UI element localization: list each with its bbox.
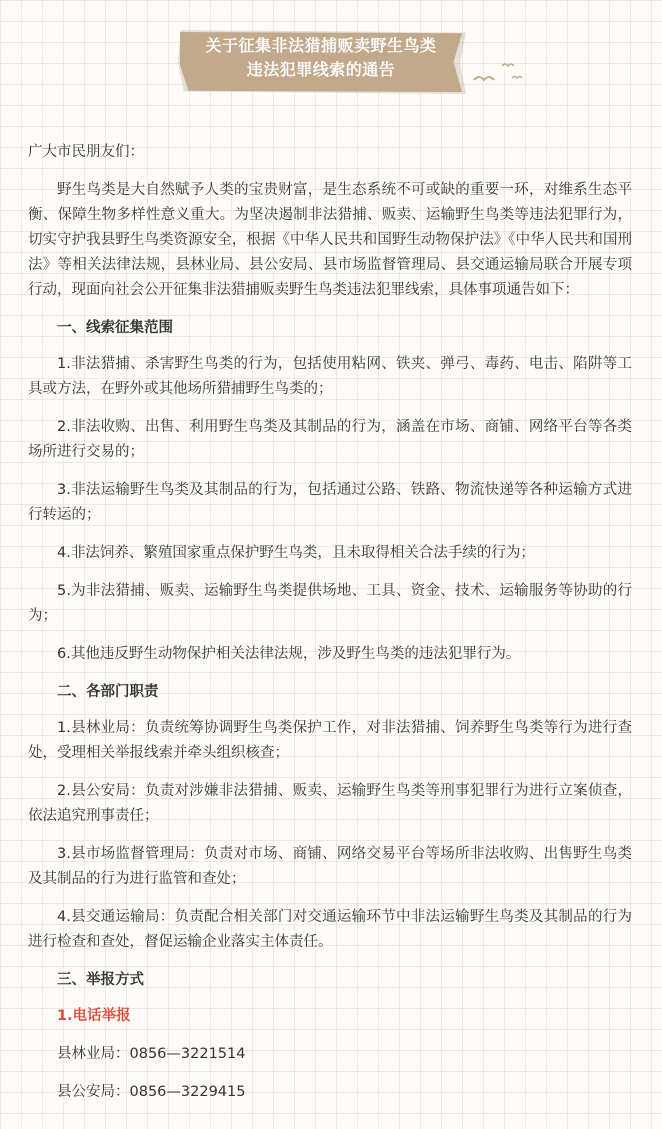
banner-title-line2: 违法犯罪线索的通告 — [246, 60, 396, 79]
banner-title-line1: 关于征集非法猎捕贩卖野生鸟类 — [205, 36, 437, 55]
duty-item-transport: 4.县交通运输局：负责配合相关部门对交通运输环节中非法运输野生鸟类及其制品的行为进行检查和查处，督促运输企业落实主体责任。 — [28, 909, 632, 950]
intro-paragraph: 野生鸟类是大自然赋予人类的宝贵财富，是生态系统不可或缺的重要一环，对维系生态平衡、保障生物多样性意义重大。为坚决遏制非法猎捕、贩卖、运输野生鸟类等违法犯罪行为，切实守护我县野生鸟类资源安全，根据《中华人民共和国野生动物保护法》《中华人民共和国刑法》等相关法律法规，县林业局、县公安局、县市场监督管理局、县交通运输局联合开展专项行动，现面向社会公开征集非法猎捕贩卖野生鸟类违法犯罪线索，具体事项通告如下： — [28, 182, 632, 298]
duty-item-market: 3.县市场监督管理局：负责对市场、商铺、网络交易平台等场所非法收购、出售野生鸟类及其制品的行为进行监管和查处； — [28, 846, 632, 887]
scope-item-2: 2.非法收购、出售、利用野生鸟类及其制品的行为，涵盖在市场、商铺、网络平台等各类场所进行交易的； — [28, 419, 632, 460]
scope-item-4: 4.非法饲养、繁殖国家重点保护野生鸟类，且未取得相关合法手续的行为； — [57, 545, 535, 561]
birds-icon — [462, 58, 532, 98]
phone-report-title: 1.电话举报 — [57, 1008, 131, 1024]
duty-item-police: 2.县公安局：负责对涉嫌非法猎捕、贩卖、运输野生鸟类等刑事犯罪行为进行立案侦查，依法追究刑事责任； — [28, 783, 632, 824]
duty-item-forestry: 1.县林业局：负责统筹协调野生鸟类保护工作，对非法猎捕、饲养野生鸟类等行为进行查处，受理相关举报线索并牵头组织核查； — [28, 720, 632, 761]
scope-item-5: 5.为非法猎捕、贩卖、运输野生鸟类提供场地、工具、资金、技术、运输服务等协助的行为； — [28, 583, 632, 624]
scope-item-1: 1.非法猎捕、杀害野生鸟类的行为，包括使用粘网、铁夹、弹弓、毒药、电击、陷阱等工具或方法，在野外或其他场所猎捕野生鸟类的； — [28, 356, 632, 397]
salutation: 广大市民朋友们： — [28, 144, 144, 160]
notice-body — [28, 140, 632, 1118]
banner-title — [180, 34, 462, 82]
section-heading-scope: 一、线索征集范围 — [57, 320, 173, 336]
title-banner — [0, 0, 662, 110]
section-heading-duties: 二、各部门职责 — [57, 684, 159, 700]
phone-forestry: 县林业局：0856—3221514 — [57, 1046, 246, 1062]
section-heading-report: 三、举报方式 — [57, 972, 144, 988]
scope-item-6: 6.其他违反野生动物保护相关法律法规，涉及野生鸟类的违法犯罪行为。 — [57, 646, 521, 662]
phone-police: 县公安局：0856—3229415 — [57, 1084, 246, 1100]
scope-item-3: 3.非法运输野生鸟类及其制品的行为，包括通过公路、铁路、物流快递等各种运输方式进行转运的； — [28, 482, 632, 523]
